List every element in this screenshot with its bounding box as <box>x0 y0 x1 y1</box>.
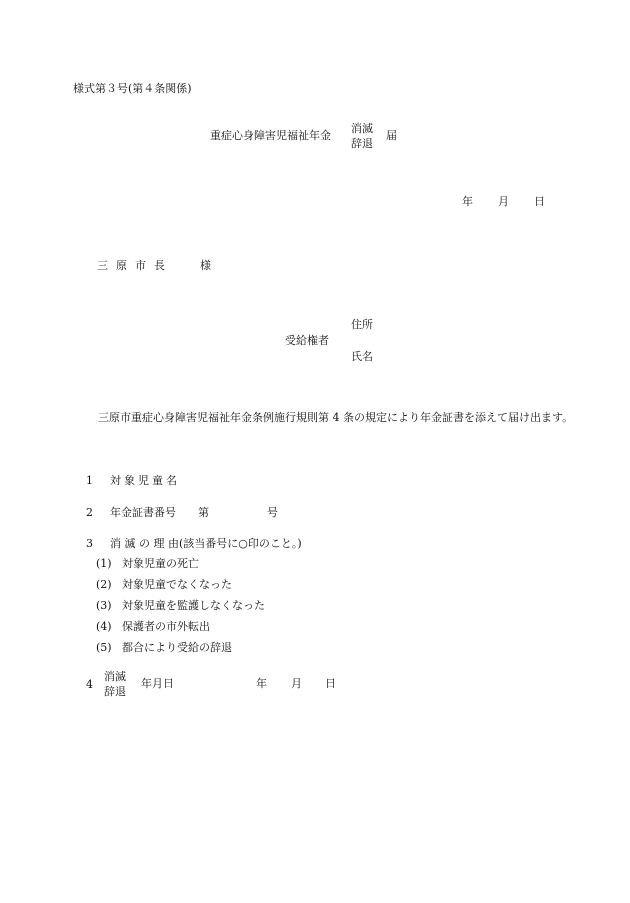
addressee-name: 三原市長 <box>97 259 173 272</box>
reason-4 <box>96 620 210 633</box>
reason-2-number: (2) <box>96 578 112 591</box>
item2-prefix: 第 <box>198 506 209 519</box>
reason-4-text: 保護者の市外転出 <box>122 620 210 633</box>
date-day-label: 日 <box>534 195 545 208</box>
item4-options <box>104 669 126 699</box>
item2-suffix: 号 <box>267 506 278 519</box>
reason-2-text: 対象児童でなくなった <box>122 578 232 591</box>
date-year-label: 年 <box>462 195 473 208</box>
addressee-honorific: 様 <box>200 259 211 272</box>
item3-label: 消 滅 の 理 由(該当番号に○印のこと。) <box>110 537 302 550</box>
item3-number: 3 <box>86 537 93 550</box>
item4-option-disappear: 消滅 <box>104 670 126 683</box>
item2 <box>86 506 176 519</box>
name-label: 氏名 <box>351 350 373 363</box>
reason-1-number: (1) <box>96 557 112 570</box>
item4-number: 4 <box>86 678 93 691</box>
item4-option-withdraw: 辞退 <box>104 685 126 698</box>
reason-2 <box>96 578 232 591</box>
title-options <box>351 121 373 151</box>
applicant-role: 受給権者 <box>285 334 329 347</box>
address-label: 住所 <box>351 318 373 331</box>
form-number: 様式第３号(第４条関係) <box>73 82 192 95</box>
reason-3-text: 対象児童を監護しなくなった <box>122 599 265 612</box>
item1-number: 1 <box>86 474 93 487</box>
item2-label: 年金証書番号 <box>110 506 176 519</box>
item2-number: 2 <box>86 506 93 519</box>
title-option-withdraw: 辞退 <box>351 137 373 150</box>
reason-1-text: 対象児童の死亡 <box>122 557 199 570</box>
reason-3 <box>96 599 265 612</box>
reason-4-number: (4) <box>96 620 112 633</box>
item4-year-label: 年 <box>256 677 267 690</box>
title-option-disappear: 消滅 <box>351 122 373 135</box>
reason-5-number: (5) <box>96 641 112 654</box>
item1 <box>86 474 180 487</box>
item4-label: 年月日 <box>141 677 174 690</box>
reason-5 <box>96 641 232 654</box>
form-title: 重症心身障害児福祉年金 <box>210 129 331 142</box>
body-text: 三原市重症心身障害児福祉年金条例施行規則第 4 条の規定により年金証書を添えて届け出ます。 <box>98 411 574 424</box>
item4-month-label: 月 <box>291 677 302 690</box>
title-suffix: 届 <box>386 129 397 142</box>
item3 <box>86 537 302 550</box>
item1-label: 対象児童名 <box>110 474 180 487</box>
reason-3-number: (3) <box>96 599 112 612</box>
reason-1 <box>96 557 199 570</box>
date-month-label: 月 <box>498 195 509 208</box>
reason-5-text: 都合により受給の辞退 <box>122 641 232 654</box>
item4-day-label: 日 <box>325 677 336 690</box>
